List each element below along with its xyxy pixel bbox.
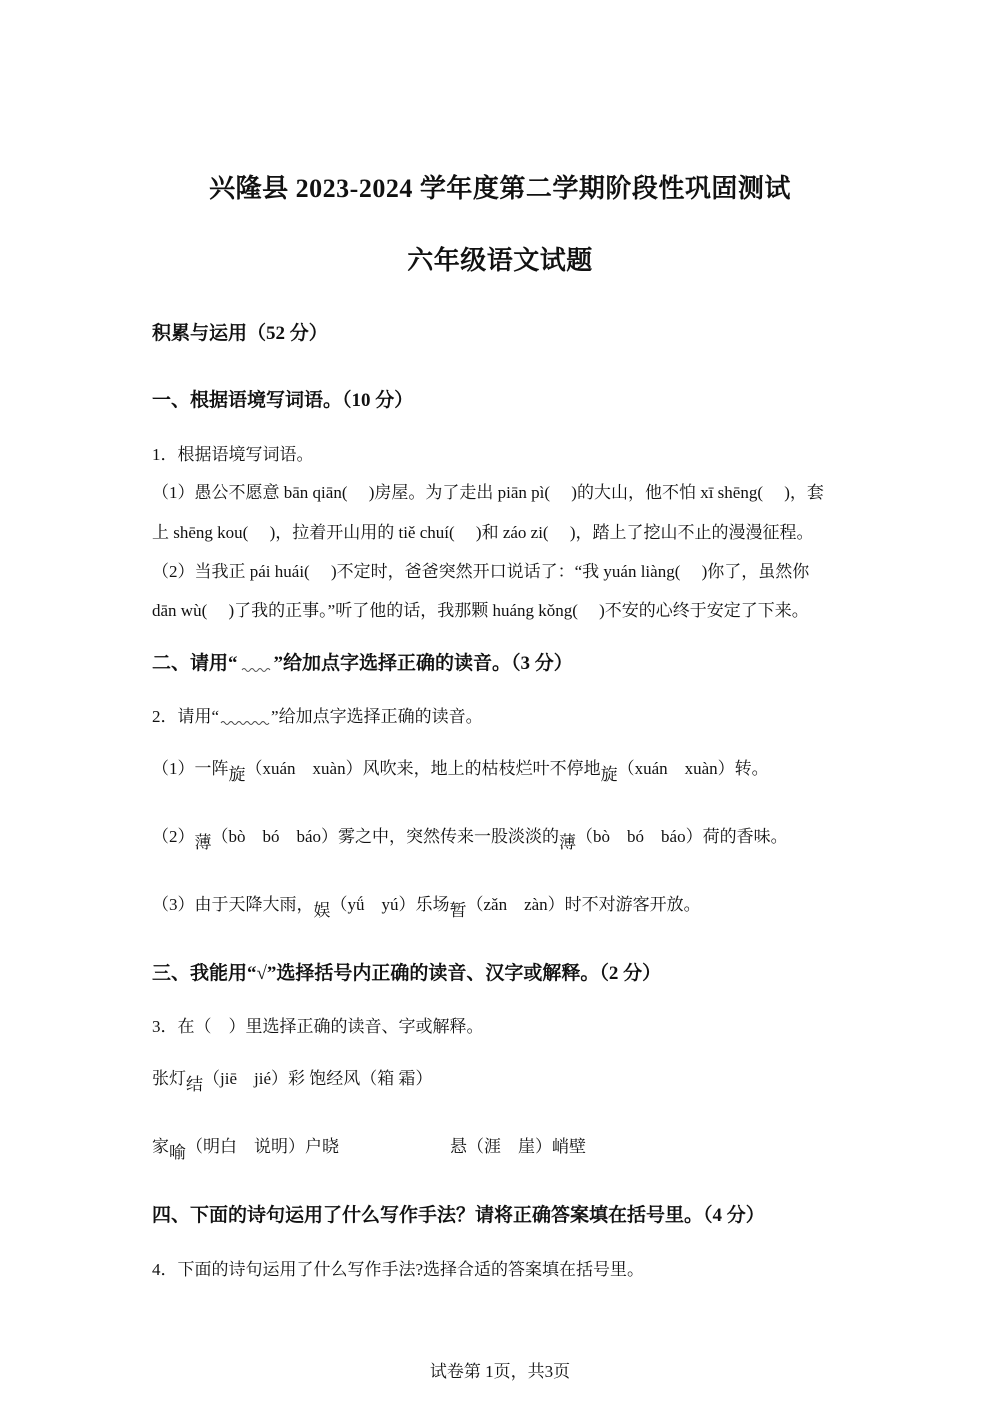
dotted-char: 旋	[228, 765, 246, 784]
q3-stem: 3．在（ ）里选择正确的读音、字或解释。	[152, 1017, 484, 1036]
q3-item-1	[152, 1064, 433, 1094]
q2-item-3-text-b: （yǘ yú）乐场	[330, 895, 450, 914]
section-2-heading	[152, 648, 573, 675]
q1-line-1: （1）愚公不愿意 bān qiān( )房屋。为了走出 piān pì( )的大山，他不怕 xī shēng( )，套	[152, 483, 824, 502]
q3-item-1-text-a: 张灯	[152, 1069, 186, 1088]
q2-stem-part-a: 2．请用“	[152, 707, 220, 726]
q2-item-3-text-a: （3）由于天降大雨，	[152, 895, 314, 914]
q1-line-4: dān wù( )了我的正事。”听了他的话，我那颗 huáng kǒng( )不安的心终于安定了下来。	[152, 601, 809, 620]
q2-item-2-text-a: （2）	[152, 827, 195, 846]
q2-stem-part-b: ”给加点字选择正确的读音。	[271, 707, 483, 726]
part-heading: 积累与运用（52 分）	[152, 323, 328, 344]
q2-item-2	[152, 822, 788, 852]
q3-item-2	[152, 1132, 339, 1162]
q2-item-1	[152, 754, 769, 784]
q3-item-2-text-a: 家	[152, 1137, 169, 1156]
q2-item-3-text-c: （zǎn zàn）时不对游客开放。	[466, 895, 701, 914]
q4-stem: 4．下面的诗句运用了什么写作手法?选择合适的答案填在括号里。	[152, 1260, 645, 1279]
q3-item-1-text-b: （jiē jié）彩 饱经风（箱 霜）	[203, 1069, 433, 1088]
dotted-char: 娱	[313, 901, 331, 920]
q2-item-1-text-c: （xuán xuàn）转。	[617, 759, 769, 778]
q2-item-3	[152, 890, 701, 920]
dotted-char: 薄	[194, 833, 212, 852]
q1-line-3: （2）当我正 pái huái( )不定时，爸爸突然开口说话了：“我 yuán liàng( )你了，虽然你	[152, 562, 810, 581]
wavy-underline-icon	[238, 659, 274, 673]
q2-item-1-text-a: （1）一阵	[152, 759, 229, 778]
q2-stem	[152, 702, 483, 727]
q3-item-3: 悬（涯 崖）峭壁	[450, 1137, 586, 1156]
section-3-heading: 三、我能用“√”选择括号内正确的读音、汉字或解释。（2 分）	[152, 963, 662, 984]
wavy-underline-icon	[219, 712, 271, 726]
q2-item-2-text-b: （bò bó báo）雾之中，突然传来一股淡淡的	[211, 827, 560, 846]
dotted-char: 薄	[559, 833, 577, 852]
dotted-char: 暂	[449, 901, 467, 920]
section-4-heading: 四、下面的诗句运用了什么写作手法？请将正确答案填在括号里。（4 分）	[152, 1205, 765, 1226]
section-2-heading-part-b: ”给加点字选择正确的读音。（3 分）	[273, 653, 573, 674]
section-2-heading-part-a: 二、请用“	[152, 653, 238, 674]
dotted-char: 结	[186, 1075, 203, 1094]
q2-item-1-text-b: （xuán xuàn）风吹来，地上的枯枝烂叶不停地	[245, 759, 601, 778]
dotted-char: 旋	[600, 765, 618, 784]
q1-stem: 1．根据语境写词语。	[152, 445, 314, 464]
q3-item-2-text-b: （明白 说明）户晓	[186, 1137, 339, 1156]
dotted-char: 喻	[169, 1143, 186, 1162]
exam-subtitle: 六年级语文试题	[407, 246, 593, 275]
q1-line-2: 上 shēng kou( )，拉着开山用的 tiě chuí( )和 záo zi( )，踏上了挖山不止的漫漫征程。	[152, 523, 814, 542]
section-1-heading: 一、根据语境写词语。（10 分）	[152, 390, 414, 411]
q2-item-2-text-c: （bò bó báo）荷的香味。	[576, 827, 788, 846]
exam-title: 兴隆县 2023-2024 学年度第二学期阶段性巩固测试	[209, 174, 791, 203]
page-footer: 试卷第 1页，共3页	[429, 1362, 571, 1381]
